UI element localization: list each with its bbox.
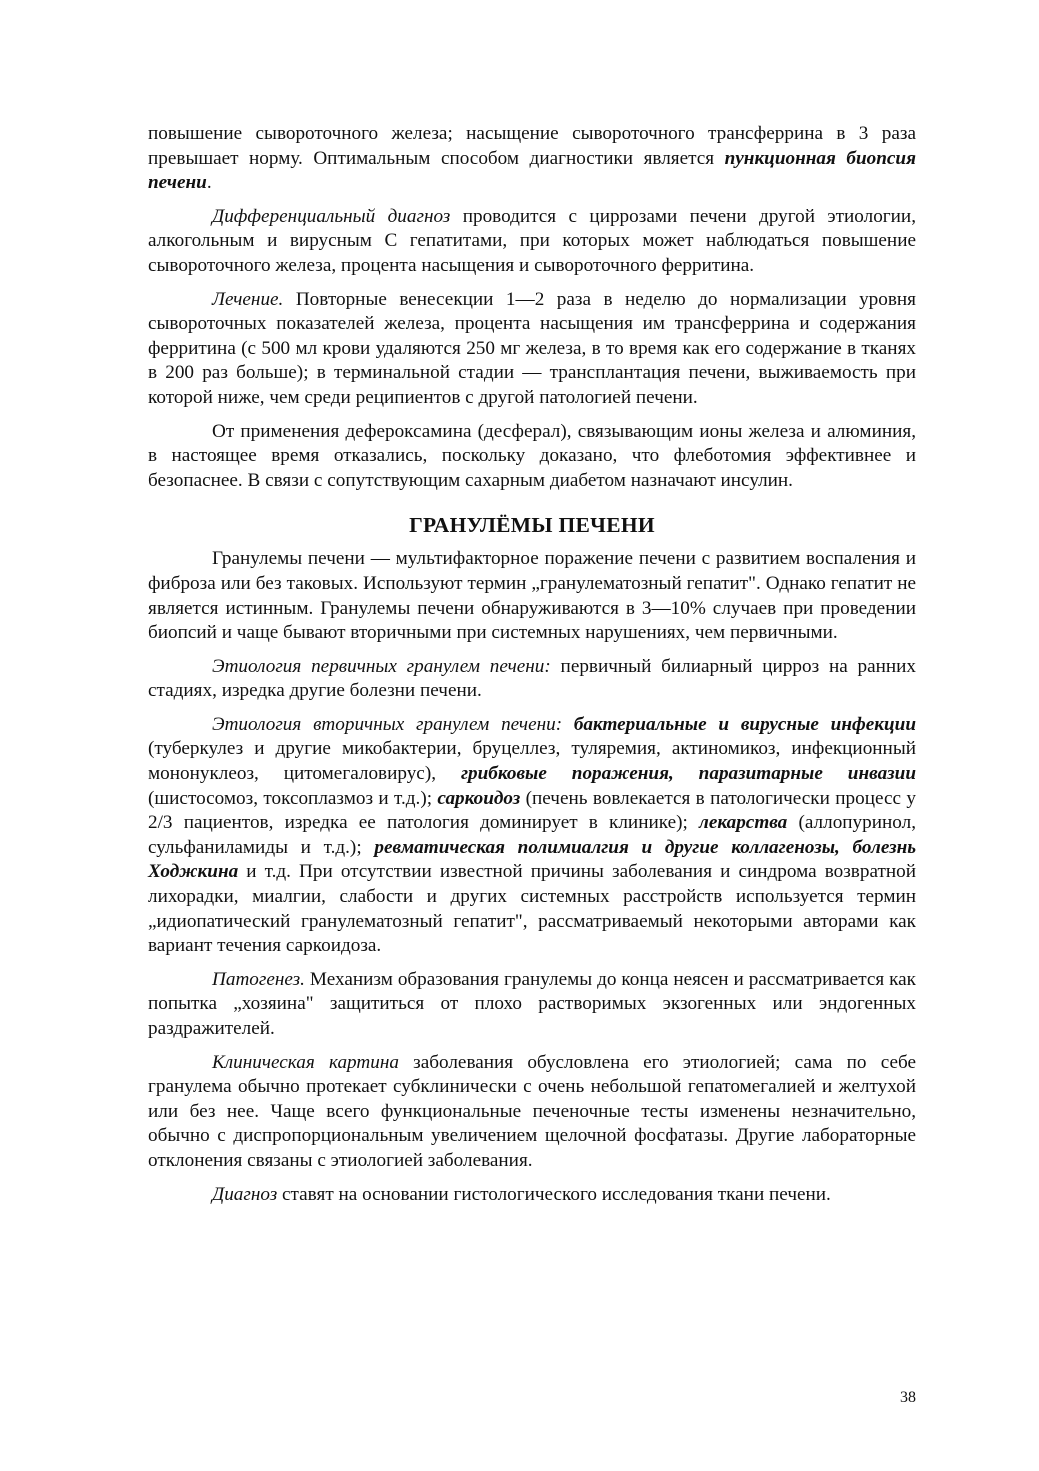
text-run: первичный билиарный цирроз на ранних стадиях, изредка другие болезни печени. xyxy=(148,655,916,702)
text-run: проводится с циррозами печени другой этиологии, алкогольным и вирусным С гепатитами, при которых может наблюдаться повышение сывороточного железа, процента насыщения и сывороточного ферритина. xyxy=(148,205,917,276)
term-treatment: Лечение. xyxy=(212,288,284,310)
term-clinical-picture: Клиническая картина xyxy=(212,1051,399,1073)
emphasis-rheumatic: ревматическая полимиалгия и другие коллагенозы, болезнь Ходжкина xyxy=(148,836,916,883)
paragraph-diagnosis xyxy=(148,1183,916,1208)
text-run: Повторные венесекции 1—2 раза в неделю до нормализации уровня сывороточных показателей железа, процента насыщения им трансферрина и содержания ферритина (с 500 мл крови удаляются 250 мг железа, в то время как его содержание в тканях в 200 раз больше); в терминальной стадии — трансплантация печени, выживаемость при которой ниже, чем среди реципиентов с другой патологией печени. xyxy=(148,288,916,408)
section-heading-liver-granulomas: ГРАНУЛЁМЫ ПЕЧЕНИ xyxy=(409,513,655,538)
page-number: 38 xyxy=(900,1389,916,1406)
text-run: повышение сывороточного железа; насыщение сывороточного трансферрина в 3 раза превышает норму. Оптимальным способом диагностики является xyxy=(148,123,916,169)
emphasis-infections: бактериальные и вирусные инфекции xyxy=(562,713,916,735)
text-run: заболевания обусловлена его этиологией; сама по себе гранулема обычно протекает субклинически с очень небольшой гепатомегалией и желтухой или без нее. Чаще всего функциональные печеночные тесты изменены незначительно, обычно с диспропорциональным увеличением щелочной фосфатазы. Другие лабораторные отклонения связаны с этиологией заболевания. xyxy=(148,1051,916,1171)
term-differential-diagnosis: Дифференциальный диагноз xyxy=(212,205,451,227)
emphasis-puncture-biopsy: пункционная биопсия печени xyxy=(148,147,916,194)
text-run: (туберкулез и другие микобактерии, бруцеллез, туляремия, актиномикоз, инфекционный мононуклеоз, цитомегаловирус), xyxy=(148,738,916,785)
text-run: (аллопуринол, сульфаниламиды и т.д.); xyxy=(148,812,916,858)
paragraph-granulomas-intro xyxy=(148,547,916,645)
paragraph-secondary-etiology xyxy=(148,713,916,959)
text-run: Механизм образования гранулемы до конца неясен и рассматривается как попытка „хозяина" защититься от плохо растворимых экзогенных или эндогенных раздражителей. xyxy=(148,968,916,1039)
emphasis-fungal-parasitic: грибковые поражения, паразитарные инвазии xyxy=(460,763,916,785)
term-secondary-etiology: Этиология вторичных гранулем печени: xyxy=(212,713,563,735)
term-primary-etiology: Этиология первичных гранулем печени: xyxy=(212,655,551,677)
paragraph-treatment xyxy=(148,288,916,411)
paragraph-primary-etiology xyxy=(148,655,916,704)
paragraph-deferoxamine xyxy=(148,420,916,494)
text-run: От применения дефероксамина (десферал), связывающим ионы железа и алюминия, в настоящее время отказались, поскольку доказано, что флеботомия эффективнее и безопаснее. В связи с сопутствующим сахарным диабетом назначают инсулин. xyxy=(148,420,916,491)
term-diagnosis: Диагноз xyxy=(212,1183,278,1205)
document-page xyxy=(148,122,916,1216)
text-run: и т.д. При отсутствии известной причины заболевания и синдрома возвратной лихорадки, миалгии, слабости и других системных расстройств используется термин „идиопатический гранулематозный гепатит", рассматриваемый некоторыми авторами как вариант течения саркоидоза. xyxy=(148,861,916,957)
text-run: ставят на основании гистологического исследования ткани печени. xyxy=(277,1183,831,1205)
emphasis-sarcoidosis: саркоидоз xyxy=(437,787,521,809)
paragraph-differential-diagnosis xyxy=(148,205,916,279)
emphasis-drugs: лекарства xyxy=(699,812,788,834)
paragraph-clinical-picture xyxy=(148,1051,916,1174)
paragraph-hemochromatosis-diagnostics xyxy=(148,122,916,196)
paragraph-pathogenesis xyxy=(148,968,916,1042)
text-run: (печень вовлекается в патологически процесс у 2/3 пациентов, изредка ее патология доминирует в клинике); xyxy=(148,787,916,834)
text-run: . xyxy=(206,172,212,194)
text-run: Гранулемы печени — мультифакторное поражение печени с развитием воспаления и фиброза или без таковых. Используют термин „гранулематозный гепатит". Однако гепатит не является истинным. Гранулемы печени обнаруживаются в 3—10% случаев при проведении биопсий и чаще бывают вторичными при системных нарушениях, чем первичными. xyxy=(148,548,916,644)
text-run: (шистосомоз, токсоплазмоз и т.д.); xyxy=(148,787,438,809)
term-pathogenesis: Патогенез. xyxy=(212,968,305,990)
